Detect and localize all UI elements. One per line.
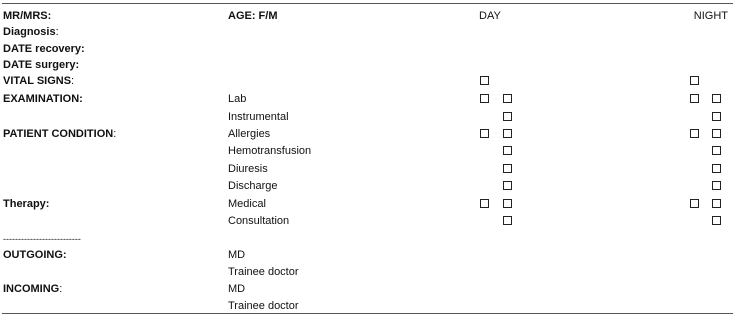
instrumental-day-checkbox[interactable] [503, 112, 512, 121]
vital-signs-row [0, 72, 735, 90]
vital-signs-night-checkbox[interactable] [690, 76, 699, 85]
consultation-day-checkbox[interactable] [503, 216, 512, 225]
examination-lab-row [0, 90, 735, 108]
age-sex-label: AGE: F/M [228, 10, 278, 22]
therapy-medical-row [0, 195, 735, 213]
bottom-rule [2, 313, 733, 314]
medical-day-checkbox-1[interactable] [480, 199, 489, 208]
date-recovery-label: DATE recovery: [3, 43, 85, 55]
dashed-separator: -------------------------- [3, 234, 81, 244]
lab-day-checkbox-2[interactable] [503, 94, 512, 103]
discharge-night-checkbox[interactable] [712, 181, 721, 190]
diuresis-night-checkbox[interactable] [712, 164, 721, 173]
date-surgery-label: DATE surgery: [3, 59, 80, 71]
outgoing-trainee-label: Trainee doctor [228, 266, 299, 278]
medical-label: Medical [228, 198, 266, 210]
examination-instrumental-row [0, 108, 735, 126]
top-rule [2, 3, 733, 4]
discharge-row [0, 177, 735, 195]
hemotransfusion-label: Hemotransfusion [228, 145, 312, 157]
lab-night-checkbox-1[interactable] [690, 94, 699, 103]
discharge-day-checkbox[interactable] [503, 181, 512, 190]
patient-condition-allergies-row [0, 125, 735, 143]
hemotransfusion-row [0, 142, 735, 160]
examination-label: EXAMINATION: [3, 93, 83, 105]
lab-day-checkbox-1[interactable] [480, 94, 489, 103]
outgoing-label: OUTGOING: [3, 249, 67, 261]
diuresis-day-checkbox[interactable] [503, 164, 512, 173]
therapy-label: Therapy: [3, 198, 50, 210]
instrumental-label: Instrumental [228, 111, 289, 123]
allergies-label: Allergies [228, 128, 271, 140]
medical-day-checkbox-2[interactable] [503, 199, 512, 208]
consultation-label: Consultation [228, 215, 290, 227]
medical-night-checkbox-1[interactable] [690, 199, 699, 208]
incoming-trainee-label: Trainee doctor [228, 300, 299, 312]
vital-signs-label: VITAL SIGNS: [3, 75, 75, 87]
discharge-label: Discharge [228, 180, 278, 192]
patient-condition-label: PATIENT CONDITION: [3, 128, 117, 140]
diagnosis-label: Diagnosis: [3, 26, 59, 38]
lab-label: Lab [228, 93, 247, 105]
night-column-header: NIGHT [693, 10, 728, 22]
outgoing-md-row [0, 246, 735, 264]
medical-night-checkbox-2[interactable] [712, 199, 721, 208]
vital-signs-day-checkbox[interactable] [480, 76, 489, 85]
instrumental-night-checkbox[interactable] [712, 112, 721, 121]
allergies-night-checkbox-1[interactable] [690, 129, 699, 138]
diagnosis-row [0, 23, 735, 41]
consultation-row [0, 212, 735, 230]
outgoing-trainee-row [0, 263, 735, 281]
incoming-label: INCOMING: [3, 283, 63, 295]
consultation-night-checkbox[interactable] [712, 216, 721, 225]
allergies-day-checkbox-1[interactable] [480, 129, 489, 138]
diuresis-row [0, 160, 735, 178]
incoming-md-label: MD [228, 283, 246, 295]
hemotransfusion-day-checkbox[interactable] [503, 146, 512, 155]
day-column-header: DAY [479, 10, 501, 22]
diuresis-label: Diuresis [228, 163, 268, 175]
lab-night-checkbox-2[interactable] [712, 94, 721, 103]
allergies-night-checkbox-2[interactable] [712, 129, 721, 138]
allergies-day-checkbox-2[interactable] [503, 129, 512, 138]
outgoing-md-label: MD [228, 249, 246, 261]
incoming-md-row [0, 280, 735, 298]
hemotransfusion-night-checkbox[interactable] [712, 146, 721, 155]
patient-name-label: MR/MRS: [3, 10, 52, 22]
